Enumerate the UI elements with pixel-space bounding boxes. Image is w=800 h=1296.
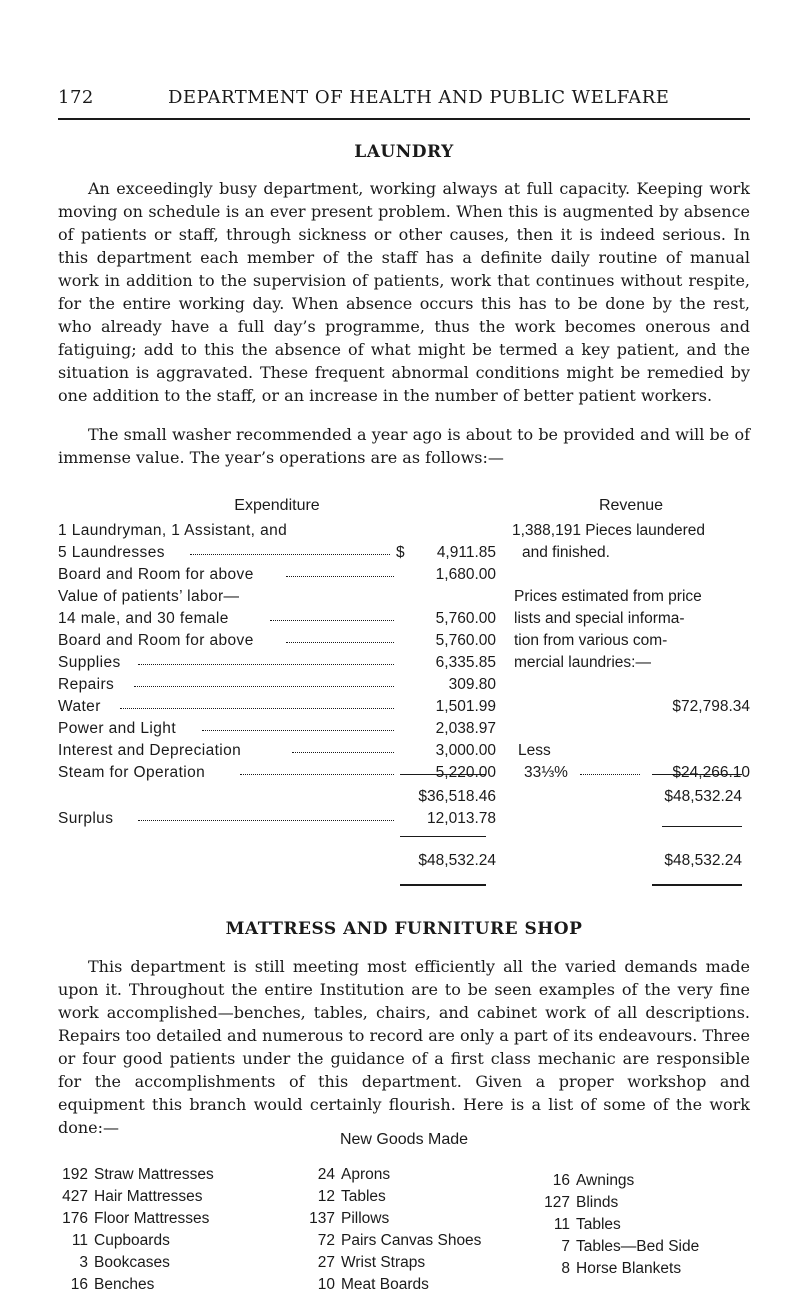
mattress-heading: MATTRESS AND FURNITURE SHOP: [225, 919, 583, 939]
revenue-text: 1,388,191 Pieces laundered: [512, 522, 706, 539]
page-number: 172: [58, 87, 94, 108]
goods-item: [540, 1192, 750, 1214]
goods-item: [305, 1186, 535, 1208]
expenditure-amount: 5,760.00: [435, 610, 496, 627]
goods-name: Straw Mattresses: [94, 1166, 214, 1183]
expenditure-row: [58, 608, 496, 630]
laundry-heading: LAUNDRY: [354, 142, 454, 162]
goods-item: [540, 1236, 750, 1258]
revenue-double-rule: [652, 884, 742, 886]
expenditure-amount: 5,760.00: [435, 632, 496, 649]
goods-qty: 27: [317, 1254, 335, 1271]
expenditure-label: Supplies: [58, 654, 121, 671]
running-title: DEPARTMENT OF HEALTH AND PUBLIC WELFARE: [168, 87, 670, 108]
expenditure-row: [58, 740, 496, 762]
expenditure-label: Repairs: [58, 676, 115, 693]
expenditure-row: [58, 542, 496, 564]
expenditure-label: 5 Laundresses: [58, 544, 165, 561]
goods-qty: 11: [71, 1232, 88, 1249]
expenditure-double-rule: [400, 884, 486, 886]
expenditure-total-line: [400, 836, 486, 837]
goods-name: Benches: [94, 1276, 155, 1293]
goods-item: [305, 1208, 535, 1230]
expenditure-amount: 4,911.85: [436, 544, 496, 561]
goods-name: Bookcases: [94, 1254, 170, 1271]
expenditure-label: 1 Laundryman, 1 Assistant, and: [58, 522, 288, 539]
expenditure-label: Board and Room for above: [58, 566, 254, 583]
goods-name: Cupboards: [94, 1232, 170, 1249]
expenditure-label: Steam for Operation: [58, 764, 206, 781]
expenditure-amount: 3,000.00: [435, 742, 496, 759]
goods-name: Awnings: [576, 1172, 635, 1189]
leader-dots: [286, 564, 394, 577]
leader-dots: [270, 608, 394, 621]
header-rule: [58, 118, 750, 120]
goods-item: [305, 1230, 535, 1252]
goods-name: Pairs Canvas Shoes: [341, 1232, 482, 1249]
laundry-paragraph-1: An exceedingly busy department, working always at full capacity. Keeping work moving on schedule is an ever present problem. When this is augmented by absence of patients or staff, through sickness or other causes, then it is indeed serious. In this department each member of the staff has a definite daily routine of manual work in addition to the supervision of patients, work that continues without respite, for the entire working day. When absence occurs this has to be done by the rest, who already have a full day’s programme, thus the work becomes onerous and fatiguing; add to this the absence of what might be termed a key patient, and the situation is aggravated. These frequent abnormal conditions might be remedied by one addition to the staff, or an increase in the number of better patient workers.: [58, 179, 750, 405]
leader-dots: [292, 740, 394, 753]
surplus-row: [58, 808, 496, 830]
expenditure-amount: 1,501.99: [435, 698, 496, 715]
goods-item: [58, 1274, 298, 1296]
expenditure-total: $48,532.24: [418, 852, 496, 869]
leader-dots: [202, 718, 394, 731]
goods-name: Horse Blankets: [576, 1260, 682, 1277]
laundry-paragraph-2: The small washer recommended a year ago is about to be provided and will be of immense value. The year’s operations are as follows:—: [58, 425, 750, 467]
page-header: [58, 87, 750, 109]
goods-name: Meat Boards: [341, 1276, 429, 1293]
goods-column-2: [305, 1164, 535, 1296]
goods-qty: 7: [561, 1238, 570, 1255]
goods-item: [305, 1164, 535, 1186]
goods-name: Wrist Straps: [341, 1254, 426, 1271]
revenue-total: $48,532.24: [664, 852, 742, 869]
revenue-text: tion from various com-: [514, 632, 668, 649]
goods-name: Floor Mattresses: [94, 1210, 210, 1227]
expenditure-row: [58, 520, 496, 542]
expenditure-row: [58, 586, 496, 608]
goods-item: [58, 1230, 298, 1252]
mattress-paragraph: This department is still meeting most efficiently all the varied demands made upon it. Throughout the entire Institution are to be seen examples of the very fine work accomplished—benches, tables, chairs, and cabinet work of all descriptions. Repairs too detailed and numerous to record are only a part of its endeavours. Three or four good patients under the guidance of a first class mechanic are responsible for the accomplishments of this department. Given a proper workshop and equipment this branch would certainly flourish. Here is a list of some of the work done:—: [58, 957, 750, 1137]
expenditure-total-row: [58, 850, 496, 872]
goods-qty: 3: [79, 1254, 88, 1271]
revenue-text: lists and special informa-: [514, 610, 685, 627]
goods-column-3: [540, 1170, 750, 1280]
goods-item: [540, 1214, 750, 1236]
goods-qty: 8: [561, 1260, 570, 1277]
expenditure-subtotal: $36,518.46: [418, 788, 496, 805]
leader-dots: [134, 674, 394, 687]
expenditure-row: [58, 718, 496, 740]
expenditure-label: 14 male, and 30 female: [58, 610, 229, 627]
goods-name: Tables—Bed Side: [576, 1238, 700, 1255]
goods-item: [58, 1164, 298, 1186]
new-goods-title: New Goods Made: [339, 1131, 469, 1148]
expenditure-subtotal-row: [58, 786, 496, 808]
goods-qty: 16: [552, 1172, 570, 1189]
surplus-amount: 12,013.78: [427, 810, 496, 827]
leader-dots: [286, 630, 394, 643]
goods-name: Tables: [576, 1216, 621, 1233]
expenditure-row: [58, 674, 496, 696]
goods-qty: 72: [317, 1232, 335, 1249]
dollar-sign: $: [396, 544, 405, 561]
expenditure-amount: 6,335.85: [435, 654, 496, 671]
expenditure-label: Board and Room for above: [58, 632, 254, 649]
goods-qty: 16: [70, 1276, 88, 1293]
goods-qty: 12: [317, 1188, 335, 1205]
revenue-text: mercial laundries:—: [514, 654, 651, 671]
goods-name: Hair Mattresses: [94, 1188, 203, 1205]
expenditure-amount: 1,680.00: [435, 566, 496, 583]
goods-name: Tables: [341, 1188, 386, 1205]
goods-qty: 11: [553, 1216, 570, 1233]
revenue-less-label: Less: [518, 742, 551, 759]
expenditure-row: [58, 630, 496, 652]
revenue-net-line: [662, 826, 742, 827]
leader-dots: [138, 652, 394, 665]
expenditure-sum-line: [400, 774, 486, 775]
expenditure-row: [58, 652, 496, 674]
revenue-gross: $72,798.34: [672, 698, 750, 715]
leader-dots: [240, 762, 394, 775]
revenue-text: and finished.: [522, 544, 610, 561]
goods-name: Aprons: [341, 1166, 391, 1183]
goods-name: Pillows: [341, 1210, 390, 1227]
goods-qty: 127: [544, 1194, 570, 1211]
goods-qty: 24: [317, 1166, 335, 1183]
goods-qty: 192: [62, 1166, 88, 1183]
expenditure-amount: 309.80: [448, 676, 496, 693]
revenue-less-percent: 33⅓%: [524, 764, 568, 781]
expenditure-label: Water: [58, 698, 101, 715]
goods-item: [58, 1252, 298, 1274]
goods-qty: 137: [309, 1210, 335, 1227]
goods-item: [58, 1186, 298, 1208]
goods-qty: 427: [62, 1188, 88, 1205]
goods-item: [58, 1208, 298, 1230]
expenditure-label: Interest and Depreciation: [58, 742, 242, 759]
surplus-label: Surplus: [58, 810, 114, 827]
expenditure-row: [58, 564, 496, 586]
goods-item: [305, 1274, 535, 1296]
goods-qty: 10: [317, 1276, 335, 1293]
expenditure-row: [58, 762, 496, 784]
expenditure-title: Expenditure: [234, 497, 320, 514]
expenditure-amount: 2,038.97: [435, 720, 496, 737]
expenditure-row: [58, 696, 496, 718]
goods-item: [540, 1170, 750, 1192]
goods-item: [540, 1258, 750, 1280]
goods-item: [305, 1252, 535, 1274]
revenue-sum-line: [652, 774, 742, 775]
goods-name: Blinds: [576, 1194, 619, 1211]
expenditure-label: Power and Light: [58, 720, 177, 737]
expenditure-amount: 5,220.00: [435, 764, 496, 781]
revenue-less-amount: $24,266.10: [672, 764, 750, 781]
goods-column-1: [58, 1164, 298, 1296]
goods-qty: 176: [62, 1210, 88, 1227]
leader-dots: [138, 808, 394, 821]
revenue-title: Revenue: [598, 497, 664, 514]
leader-dots: [120, 696, 394, 709]
leader-dots: [190, 542, 390, 555]
revenue-text: Prices estimated from price: [514, 588, 702, 605]
leader-dots: [580, 762, 640, 775]
expenditure-label: Value of patients’ labor—: [58, 588, 240, 605]
revenue-net: $48,532.24: [664, 788, 742, 805]
